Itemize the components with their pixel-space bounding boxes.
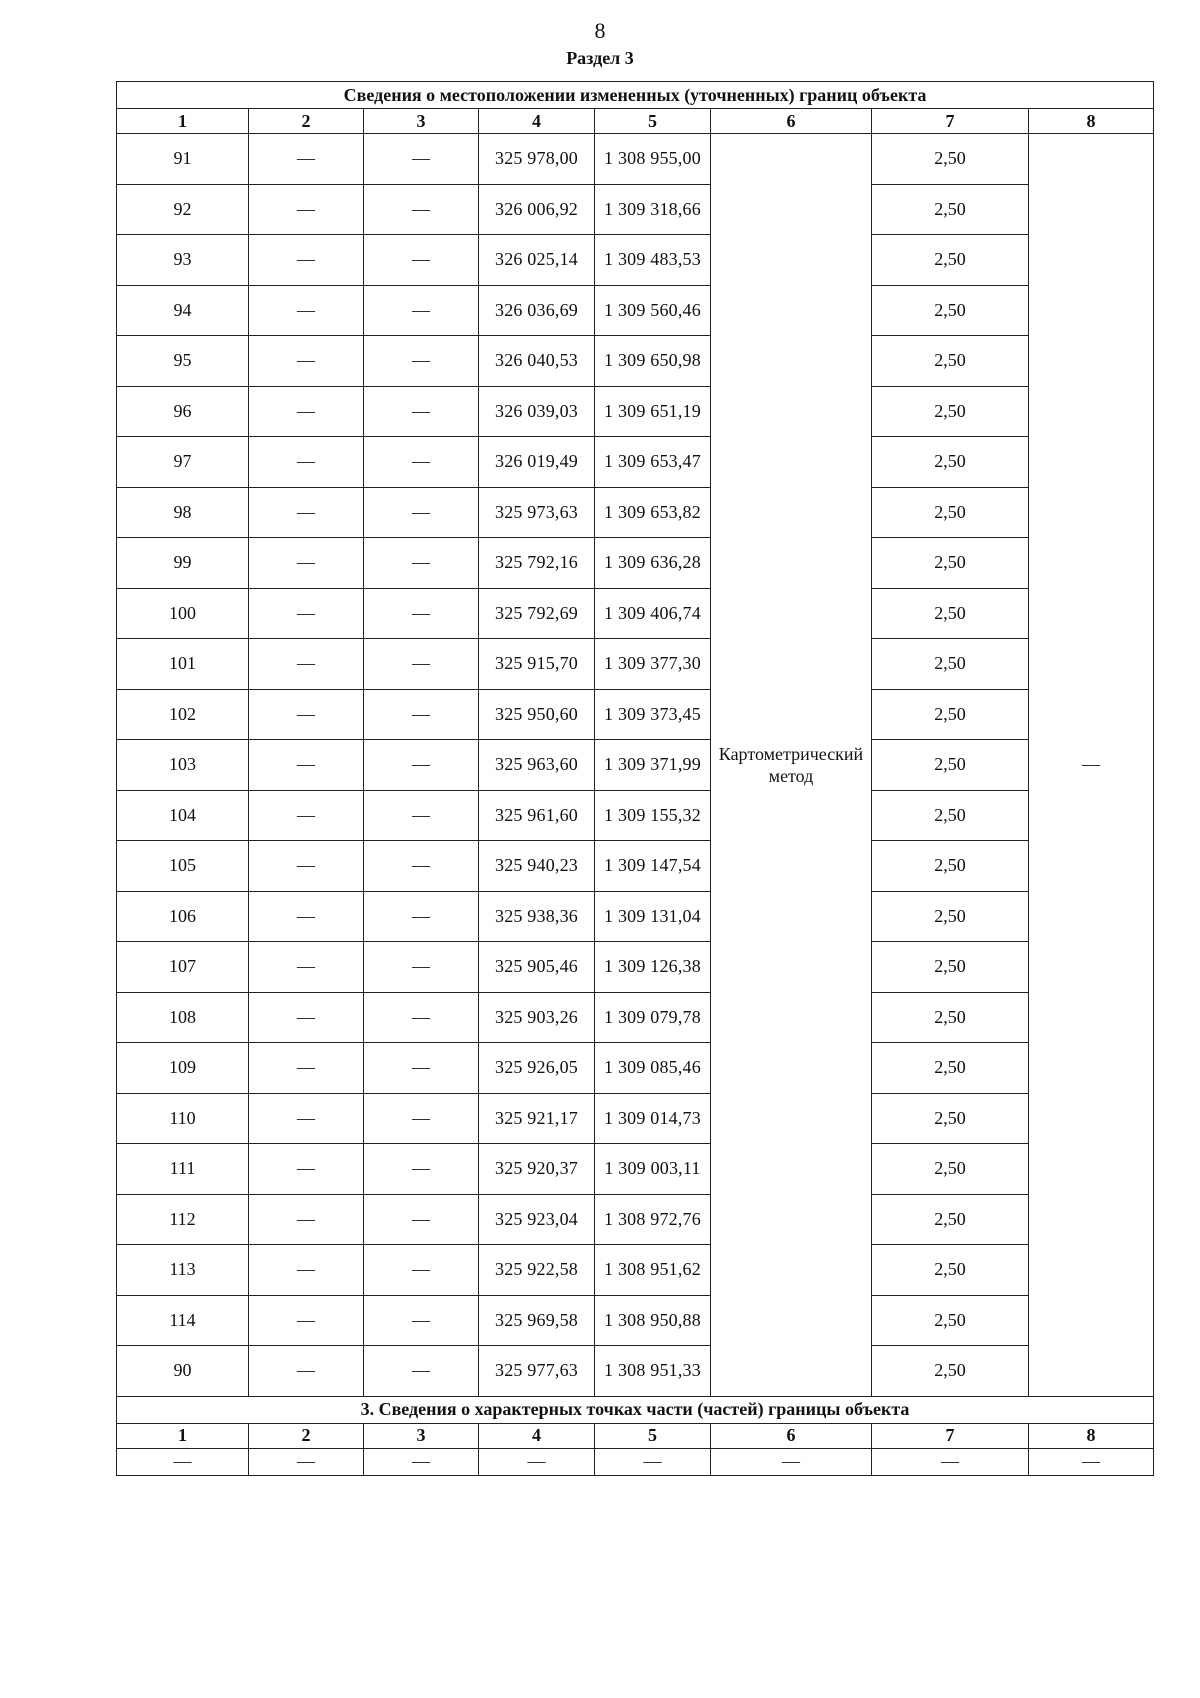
column-header: 5	[595, 1423, 711, 1448]
x-coordinate-cell: 325 950,60	[479, 689, 595, 740]
table-title-row	[117, 82, 1154, 109]
column-header: 5	[595, 109, 711, 134]
table-cell: —	[249, 740, 364, 791]
table-row	[117, 1245, 1154, 1296]
y-coordinate-cell: 1 309 147,54	[595, 841, 711, 892]
table-cell: —	[595, 1448, 711, 1475]
column-header: 4	[479, 1423, 595, 1448]
accuracy-cell: 2,50	[872, 1346, 1029, 1397]
table-cell: —	[249, 1295, 364, 1346]
x-coordinate-cell: 325 961,60	[479, 790, 595, 841]
accuracy-cell: 2,50	[872, 689, 1029, 740]
table-row	[117, 134, 1154, 185]
table-cell: —	[249, 1144, 364, 1195]
y-coordinate-cell: 1 309 377,30	[595, 639, 711, 690]
table-cell: —	[249, 1043, 364, 1094]
point-number-cell: 92	[117, 184, 249, 235]
parts-section-title: 3. Сведения о характерных точках части (частей) границы объекта	[117, 1396, 1154, 1423]
table-cell: —	[249, 184, 364, 235]
boundary-table	[116, 81, 1154, 1476]
table-cell: —	[364, 235, 479, 286]
y-coordinate-cell: 1 309 560,46	[595, 285, 711, 336]
y-coordinate-cell: 1 308 955,00	[595, 134, 711, 185]
table-row	[117, 1295, 1154, 1346]
x-coordinate-cell: 325 973,63	[479, 487, 595, 538]
table-row	[117, 285, 1154, 336]
accuracy-cell: 2,50	[872, 1295, 1029, 1346]
accuracy-cell: 2,50	[872, 1043, 1029, 1094]
x-coordinate-cell: 325 915,70	[479, 639, 595, 690]
table-row	[117, 184, 1154, 235]
table-cell: —	[249, 285, 364, 336]
column-header: 4	[479, 109, 595, 134]
table-row	[117, 386, 1154, 437]
table-cell: —	[364, 1448, 479, 1475]
point-number-cell: 114	[117, 1295, 249, 1346]
point-number-cell: 106	[117, 891, 249, 942]
column-header: 6	[711, 109, 872, 134]
table-cell: —	[249, 336, 364, 387]
x-coordinate-cell: 326 040,53	[479, 336, 595, 387]
table-cell: —	[364, 790, 479, 841]
column-header: 1	[117, 109, 249, 134]
table-cell: —	[249, 1245, 364, 1296]
point-number-cell: 97	[117, 437, 249, 488]
column-header: 1	[117, 1423, 249, 1448]
y-coordinate-cell: 1 309 318,66	[595, 184, 711, 235]
y-coordinate-cell: 1 308 950,88	[595, 1295, 711, 1346]
point-number-cell: 103	[117, 740, 249, 791]
x-coordinate-cell: 325 969,58	[479, 1295, 595, 1346]
point-number-cell: 102	[117, 689, 249, 740]
table-cell: —	[364, 639, 479, 690]
y-coordinate-cell: 1 308 972,76	[595, 1194, 711, 1245]
table-row	[117, 1144, 1154, 1195]
y-coordinate-cell: 1 309 651,19	[595, 386, 711, 437]
page-number: 8	[594, 18, 606, 43]
y-coordinate-cell: 1 309 085,46	[595, 1043, 711, 1094]
y-coordinate-cell: 1 309 650,98	[595, 336, 711, 387]
point-number-cell: 108	[117, 992, 249, 1043]
point-number-cell: 91	[117, 134, 249, 185]
table-row	[117, 689, 1154, 740]
accuracy-cell: 2,50	[872, 437, 1029, 488]
x-coordinate-cell: 325 977,63	[479, 1346, 595, 1397]
table-cell: —	[117, 1448, 249, 1475]
table-row	[117, 942, 1154, 993]
accuracy-cell: 2,50	[872, 992, 1029, 1043]
y-coordinate-cell: 1 309 155,32	[595, 790, 711, 841]
y-coordinate-cell: 1 309 653,47	[595, 437, 711, 488]
parts-empty-row	[117, 1448, 1154, 1475]
y-coordinate-cell: 1 309 131,04	[595, 891, 711, 942]
section-title: Раздел 3	[566, 48, 634, 68]
x-coordinate-cell: 325 920,37	[479, 1144, 595, 1195]
point-number-cell: 100	[117, 588, 249, 639]
table-cell: —	[364, 942, 479, 993]
table-cell: —	[364, 386, 479, 437]
table-row	[117, 790, 1154, 841]
table-cell: —	[364, 1194, 479, 1245]
y-coordinate-cell: 1 308 951,33	[595, 1346, 711, 1397]
table-row	[117, 740, 1154, 791]
y-coordinate-cell: 1 309 003,11	[595, 1144, 711, 1195]
column-header: 2	[249, 109, 364, 134]
x-coordinate-cell: 325 963,60	[479, 740, 595, 791]
y-coordinate-cell: 1 309 406,74	[595, 588, 711, 639]
table-row	[117, 1093, 1154, 1144]
table-row	[117, 487, 1154, 538]
point-number-cell: 93	[117, 235, 249, 286]
table-cell: —	[249, 588, 364, 639]
accuracy-cell: 2,50	[872, 588, 1029, 639]
accuracy-cell: 2,50	[872, 134, 1029, 185]
parts-header-row	[117, 1423, 1154, 1448]
table-cell: —	[364, 134, 479, 185]
y-coordinate-cell: 1 309 636,28	[595, 538, 711, 589]
table-cell: —	[249, 1093, 364, 1144]
table-row	[117, 1346, 1154, 1397]
y-coordinate-cell: 1 309 373,45	[595, 689, 711, 740]
column-header: 2	[249, 1423, 364, 1448]
point-number-cell: 110	[117, 1093, 249, 1144]
table-cell: —	[249, 790, 364, 841]
table-cell: —	[249, 891, 364, 942]
table-cell: —	[249, 386, 364, 437]
y-coordinate-cell: 1 309 483,53	[595, 235, 711, 286]
accuracy-cell: 2,50	[872, 1144, 1029, 1195]
accuracy-cell: 2,50	[872, 487, 1029, 538]
table-row	[117, 1043, 1154, 1094]
table-cell: —	[364, 588, 479, 639]
accuracy-cell: 2,50	[872, 184, 1029, 235]
x-coordinate-cell: 325 978,00	[479, 134, 595, 185]
accuracy-cell: 2,50	[872, 386, 1029, 437]
point-number-cell: 96	[117, 386, 249, 437]
point-number-cell: 99	[117, 538, 249, 589]
accuracy-cell: 2,50	[872, 538, 1029, 589]
table-cell: —	[364, 841, 479, 892]
x-coordinate-cell: 325 792,16	[479, 538, 595, 589]
table-row	[117, 235, 1154, 286]
accuracy-cell: 2,50	[872, 235, 1029, 286]
table-cell: —	[249, 841, 364, 892]
accuracy-cell: 2,50	[872, 942, 1029, 993]
column-header: 3	[364, 1423, 479, 1448]
x-coordinate-cell: 326 006,92	[479, 184, 595, 235]
x-coordinate-cell: 325 926,05	[479, 1043, 595, 1094]
table-cell: —	[249, 134, 364, 185]
table-row	[117, 1194, 1154, 1245]
table-cell: —	[364, 740, 479, 791]
column-header: 6	[711, 1423, 872, 1448]
accuracy-cell: 2,50	[872, 285, 1029, 336]
table-cell: —	[479, 1448, 595, 1475]
accuracy-cell: 2,50	[872, 639, 1029, 690]
point-number-cell: 111	[117, 1144, 249, 1195]
point-number-cell: 98	[117, 487, 249, 538]
table-cell: —	[364, 285, 479, 336]
accuracy-cell: 2,50	[872, 790, 1029, 841]
table-cell: —	[872, 1448, 1029, 1475]
accuracy-cell: 2,50	[872, 891, 1029, 942]
table-cell: —	[364, 1295, 479, 1346]
column-header: 7	[872, 109, 1029, 134]
point-number-cell: 112	[117, 1194, 249, 1245]
point-number-cell: 113	[117, 1245, 249, 1296]
table-cell: —	[364, 1245, 479, 1296]
table-cell: —	[249, 992, 364, 1043]
table-cell: —	[249, 639, 364, 690]
table-row	[117, 336, 1154, 387]
point-number-cell: 101	[117, 639, 249, 690]
table-cell: —	[249, 437, 364, 488]
point-number-cell: 94	[117, 285, 249, 336]
table-cell: —	[1029, 1448, 1154, 1475]
point-number-cell: 107	[117, 942, 249, 993]
x-coordinate-cell: 326 039,03	[479, 386, 595, 437]
accuracy-cell: 2,50	[872, 1194, 1029, 1245]
x-coordinate-cell: 325 921,17	[479, 1093, 595, 1144]
table-cell: —	[364, 992, 479, 1043]
table-cell: —	[249, 942, 364, 993]
column-header: 7	[872, 1423, 1029, 1448]
table-cell: —	[364, 184, 479, 235]
y-coordinate-cell: 1 308 951,62	[595, 1245, 711, 1296]
column-header: 8	[1029, 109, 1154, 134]
point-number-cell: 95	[117, 336, 249, 387]
table-cell: —	[249, 689, 364, 740]
y-coordinate-cell: 1 309 126,38	[595, 942, 711, 993]
table-cell: —	[711, 1448, 872, 1475]
table-row	[117, 841, 1154, 892]
table-cell: —	[364, 487, 479, 538]
x-coordinate-cell: 325 938,36	[479, 891, 595, 942]
table-cell: —	[364, 1144, 479, 1195]
accuracy-cell: 2,50	[872, 841, 1029, 892]
point-number-cell: 105	[117, 841, 249, 892]
y-coordinate-cell: 1 309 371,99	[595, 740, 711, 791]
parts-title-row	[117, 1396, 1154, 1423]
table-row	[117, 639, 1154, 690]
x-coordinate-cell: 326 019,49	[479, 437, 595, 488]
description-cell: —	[1029, 134, 1154, 1397]
table-cell: —	[249, 1194, 364, 1245]
table-row	[117, 437, 1154, 488]
table-cell: —	[249, 1346, 364, 1397]
x-coordinate-cell: 326 036,69	[479, 285, 595, 336]
column-header: 3	[364, 109, 479, 134]
table-row	[117, 588, 1154, 639]
table-cell: —	[364, 891, 479, 942]
accuracy-cell: 2,50	[872, 740, 1029, 791]
point-number-cell: 90	[117, 1346, 249, 1397]
y-coordinate-cell: 1 309 079,78	[595, 992, 711, 1043]
table-row	[117, 891, 1154, 942]
table-cell: —	[364, 538, 479, 589]
y-coordinate-cell: 1 309 014,73	[595, 1093, 711, 1144]
point-number-cell: 104	[117, 790, 249, 841]
table-row	[117, 538, 1154, 589]
table-cell: —	[249, 487, 364, 538]
accuracy-cell: 2,50	[872, 336, 1029, 387]
x-coordinate-cell: 325 905,46	[479, 942, 595, 993]
table-title: Сведения о местоположении измененных (уточненных) границ объекта	[117, 82, 1154, 109]
point-number-cell: 109	[117, 1043, 249, 1094]
table-cell: —	[364, 437, 479, 488]
column-header: 8	[1029, 1423, 1154, 1448]
table-row	[117, 992, 1154, 1043]
table-cell: —	[364, 1093, 479, 1144]
x-coordinate-cell: 325 792,69	[479, 588, 595, 639]
x-coordinate-cell: 325 940,23	[479, 841, 595, 892]
table-cell: —	[249, 235, 364, 286]
x-coordinate-cell: 325 922,58	[479, 1245, 595, 1296]
table-cell: —	[249, 538, 364, 589]
table-cell: —	[364, 1346, 479, 1397]
accuracy-cell: 2,50	[872, 1245, 1029, 1296]
y-coordinate-cell: 1 309 653,82	[595, 487, 711, 538]
x-coordinate-cell: 325 903,26	[479, 992, 595, 1043]
table-cell: —	[249, 1448, 364, 1475]
table-cell: —	[364, 1043, 479, 1094]
table-cell: —	[364, 689, 479, 740]
method-cell: Картометрический метод	[711, 134, 872, 1397]
x-coordinate-cell: 325 923,04	[479, 1194, 595, 1245]
accuracy-cell: 2,50	[872, 1093, 1029, 1144]
table-cell: —	[364, 336, 479, 387]
x-coordinate-cell: 326 025,14	[479, 235, 595, 286]
table-header-row	[117, 109, 1154, 134]
